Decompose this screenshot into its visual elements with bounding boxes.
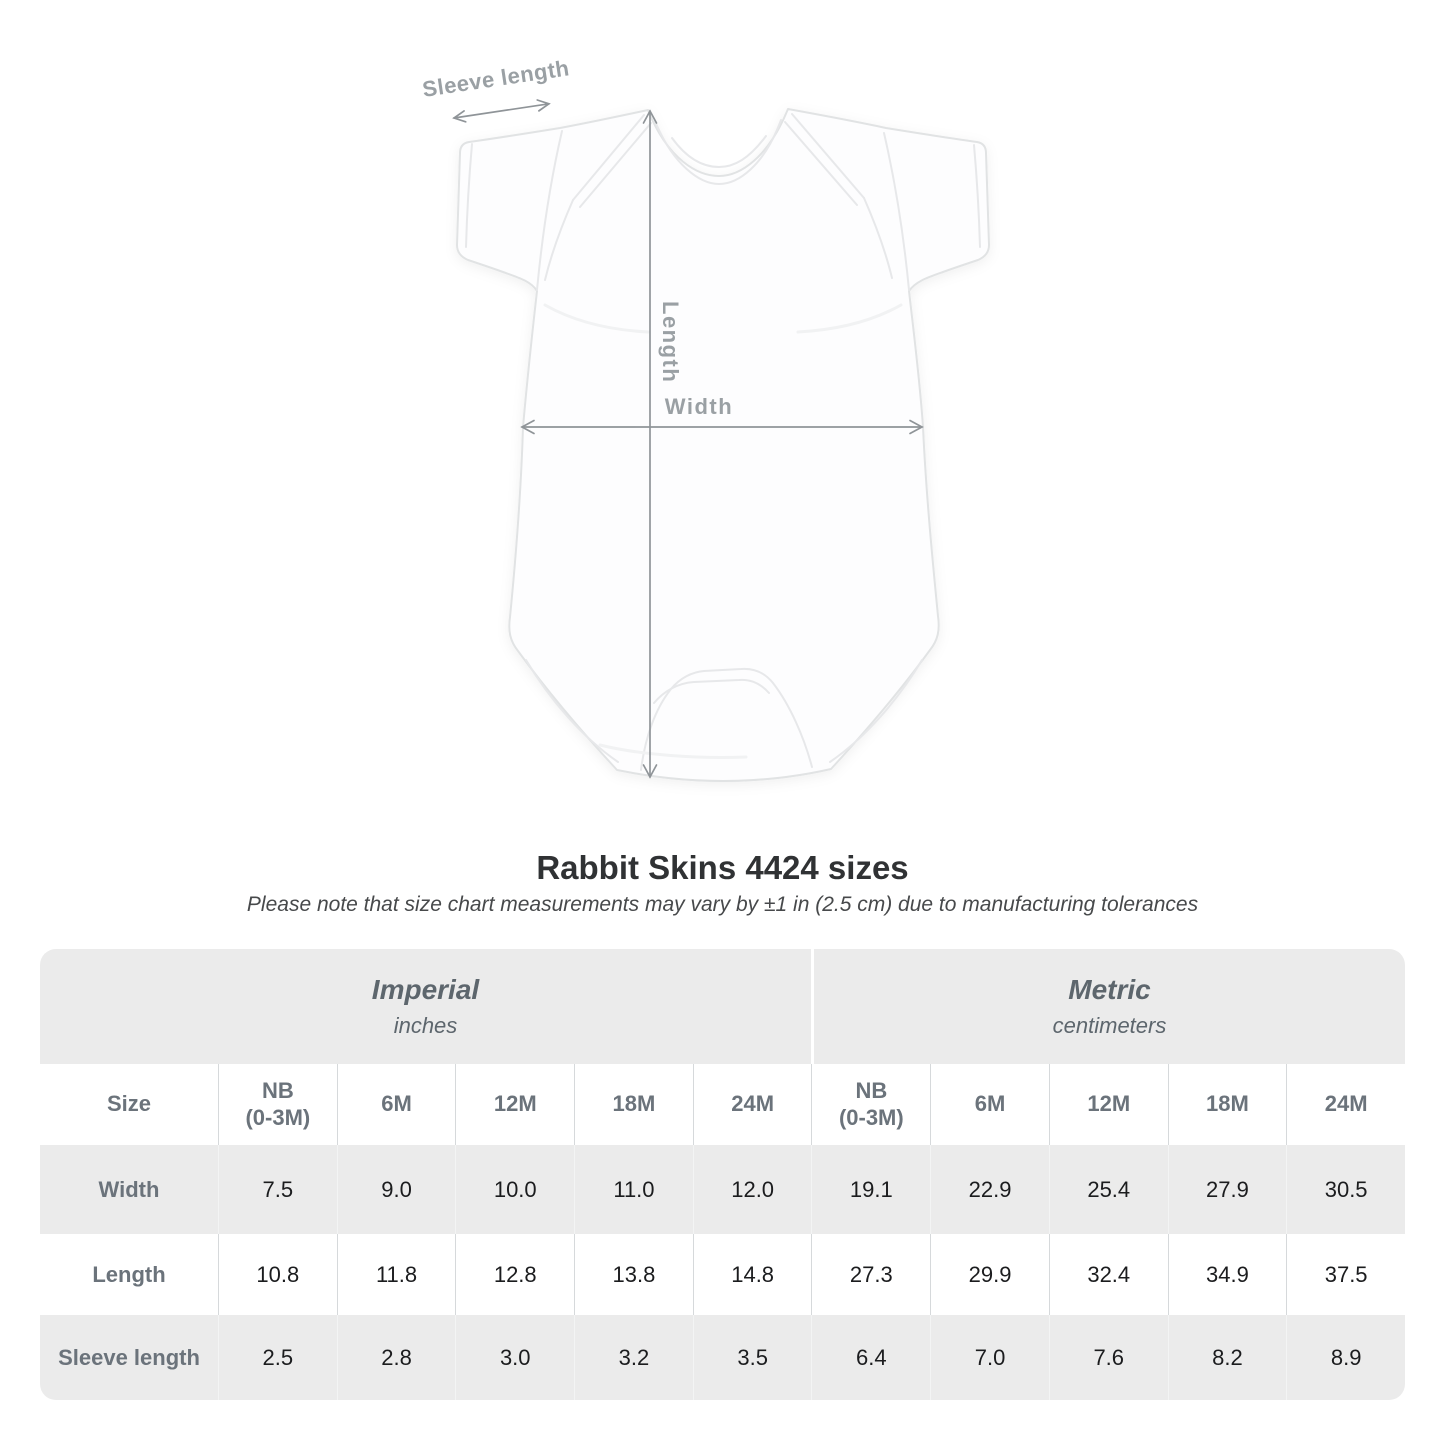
table-cell: 2.5 [218, 1315, 337, 1400]
col-header-18m-metric: 18M [1168, 1064, 1287, 1145]
length-row [40, 1234, 1405, 1315]
metric-header-cell [811, 949, 1405, 1064]
col-header-24m-imperial: 24M [693, 1064, 812, 1145]
size-header-row [40, 1064, 1405, 1145]
bodysuit-illustration [457, 109, 989, 781]
imperial-header-cell [40, 949, 811, 1064]
sleeve-length-arrow [453, 98, 550, 123]
col-header-6m-metric: 6M [930, 1064, 1049, 1145]
table-cell: 10.0 [455, 1145, 574, 1234]
nb-label-line2: (0-3M) [245, 1104, 311, 1130]
col-header-6m-imperial: 6M [337, 1064, 456, 1145]
sleeve-length-label: Sleeve length [420, 55, 572, 102]
table-cell: 7.0 [930, 1315, 1049, 1400]
width-label: Width [664, 394, 734, 419]
table-cell: 6.4 [811, 1315, 930, 1400]
row-label-sleeve-length: Sleeve length [58, 1344, 200, 1370]
col-header-18m-imperial: 18M [574, 1064, 693, 1145]
table-cell: 34.9 [1168, 1234, 1287, 1315]
metric-unit-label: centimeters [1052, 1013, 1167, 1038]
table-cell: 7.6 [1049, 1315, 1168, 1400]
metric-label: Metric [1068, 974, 1151, 1005]
col-header-nb-imperial [218, 1064, 337, 1145]
table-cell: 27.3 [811, 1234, 930, 1315]
table-cell: 3.0 [455, 1315, 574, 1400]
imperial-unit-label: inches [393, 1013, 458, 1038]
table-cell: 12.0 [693, 1145, 812, 1234]
table-cell: 32.4 [1049, 1234, 1168, 1315]
table-cell: 29.9 [930, 1234, 1049, 1315]
table-cell: 27.9 [1168, 1145, 1287, 1234]
table-cell: 25.4 [1049, 1145, 1168, 1234]
table-cell: 8.2 [1168, 1315, 1287, 1400]
col-header-12m-metric: 12M [1049, 1064, 1168, 1145]
table-cell: 7.5 [218, 1145, 337, 1234]
table-cell: 30.5 [1286, 1145, 1405, 1234]
table-cell: 12.8 [455, 1234, 574, 1315]
table-cell: 8.9 [1286, 1315, 1405, 1400]
unit-header-row [40, 949, 1405, 1064]
row-label-length: Length [92, 1261, 166, 1287]
table-cell: 11.8 [337, 1234, 456, 1315]
page-subtitle: Please note that size chart measurements may vary by ±1 in (2.5 cm) due to manufacturing tolerances [246, 893, 1199, 916]
table-cell: 22.9 [930, 1145, 1049, 1234]
row-label-width: Width [98, 1176, 160, 1202]
nb-label-line1: NB [855, 1077, 888, 1103]
table-cell: 3.5 [693, 1315, 812, 1400]
page-title: Rabbit Skins 4424 sizes [536, 849, 909, 886]
imperial-label: Imperial [371, 974, 480, 1005]
size-column-header: Size [106, 1091, 152, 1117]
table-cell: 37.5 [1286, 1234, 1405, 1315]
nb-label-line2: (0-3M) [838, 1104, 904, 1130]
table-cell: 10.8 [218, 1234, 337, 1315]
table-cell: 11.0 [574, 1145, 693, 1234]
table-cell: 14.8 [693, 1234, 812, 1315]
sleeve-length-row [40, 1315, 1405, 1400]
table-cell: 13.8 [574, 1234, 693, 1315]
col-header-12m-imperial: 12M [455, 1064, 574, 1145]
nb-label-line1: NB [261, 1077, 294, 1103]
length-label: Length [658, 301, 683, 384]
table-cell: 9.0 [337, 1145, 456, 1234]
col-header-24m-metric: 24M [1286, 1064, 1405, 1145]
table-cell: 2.8 [337, 1315, 456, 1400]
width-row [40, 1145, 1405, 1234]
table-cell: 19.1 [811, 1145, 930, 1234]
size-table [40, 949, 1405, 1400]
col-header-nb-metric [811, 1064, 930, 1145]
table-cell: 3.2 [574, 1315, 693, 1400]
